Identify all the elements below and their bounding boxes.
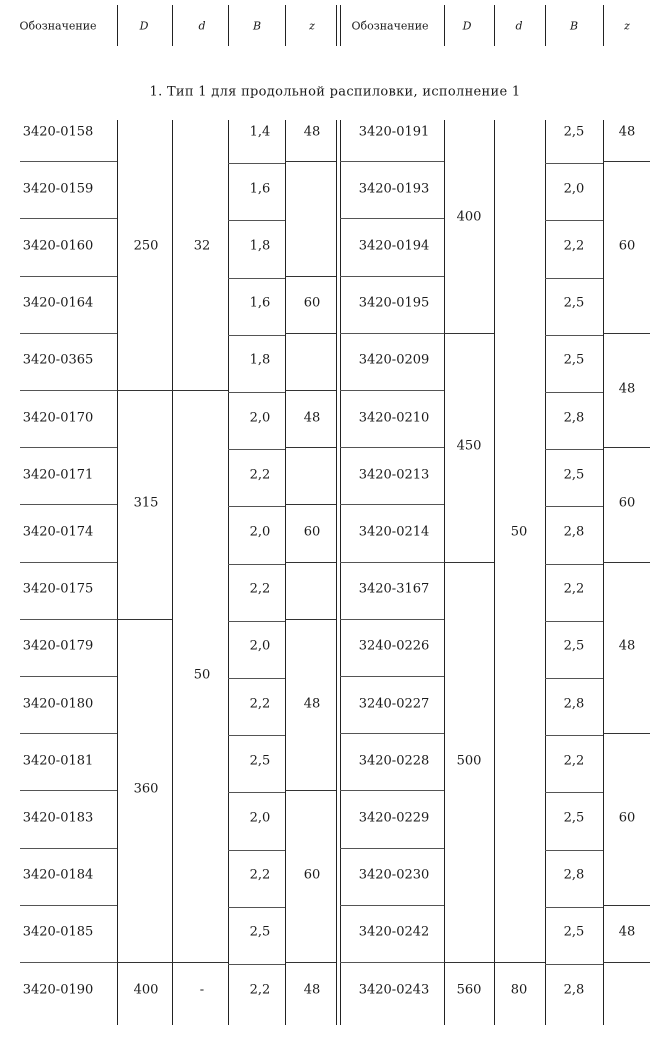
designation-cell: 3420-0194 (358, 238, 430, 254)
designation-cell: 3420-0181 (22, 753, 94, 769)
b-row-rule (228, 850, 285, 851)
z-group-rule (603, 733, 650, 734)
designation-row-rule (340, 447, 444, 448)
header-D-left: D (139, 19, 149, 33)
b-value: 2,5 (563, 467, 585, 483)
z-group-rule (603, 905, 650, 906)
z-group-rule (603, 562, 650, 563)
header-rule (494, 5, 495, 46)
D-group-value: 560 (456, 982, 482, 998)
designation-cell: 3420-0243 (358, 982, 430, 998)
z-group-rule (603, 333, 650, 334)
designation-row-rule (340, 333, 444, 334)
designation-cell: 3420-0171 (22, 467, 94, 483)
b-value: 2,5 (563, 810, 585, 826)
designation-cell: 3420-0159 (22, 181, 94, 197)
b-row-rule (545, 392, 603, 393)
designation-cell: 3420-0179 (22, 638, 94, 654)
z-group-rule (285, 619, 336, 620)
b-value: 2,2 (563, 753, 585, 769)
z-group-value: 60 (618, 495, 636, 511)
b-row-rule (545, 449, 603, 450)
D-group-value: 400 (133, 982, 159, 998)
designation-cell: 3420-0164 (22, 295, 94, 311)
b-row-rule (228, 163, 285, 164)
D-group-rule (117, 962, 172, 963)
b-value: 2,8 (563, 867, 585, 883)
designation-row-rule (340, 218, 444, 219)
b-row-rule (228, 678, 285, 679)
b-value: 2,8 (563, 982, 585, 998)
column-rule (228, 120, 229, 1025)
column-rule (117, 120, 118, 1025)
column-rule (603, 120, 604, 1025)
b-row-rule (228, 564, 285, 565)
d-group-value: 32 (193, 238, 211, 254)
designation-cell: 3420-0213 (358, 467, 430, 483)
b-value: 2,8 (563, 410, 585, 426)
designation-row-rule (20, 333, 117, 334)
z-group-rule (285, 962, 336, 963)
b-value: 2,5 (249, 753, 271, 769)
b-value: 1,8 (249, 238, 271, 254)
header-rule (228, 5, 229, 46)
header-B-right: B (569, 19, 579, 33)
designation-row-rule (20, 276, 117, 277)
b-value: 2,2 (249, 467, 271, 483)
column-rule (285, 120, 286, 1025)
z-group-value: 48 (303, 982, 321, 998)
D-group-rule (117, 390, 172, 391)
z-group-rule (285, 276, 336, 277)
b-row-rule (545, 735, 603, 736)
D-group-value: 500 (456, 753, 482, 769)
z-group-rule (603, 447, 650, 448)
b-value: 2,2 (249, 982, 271, 998)
header-designation-right: Обозначение (351, 19, 429, 33)
header-z-right: z (624, 19, 630, 33)
header-D-right: D (462, 19, 472, 33)
z-group-value: 60 (303, 524, 321, 540)
D-group-rule (444, 333, 494, 334)
header-rule (444, 5, 445, 46)
designation-row-rule (340, 962, 444, 963)
b-row-rule (228, 392, 285, 393)
designation-row-rule (20, 390, 117, 391)
designation-row-rule (20, 447, 117, 448)
b-value: 2,0 (249, 410, 271, 426)
designation-row-rule (340, 562, 444, 563)
designation-row-rule (20, 504, 117, 505)
b-row-rule (545, 278, 603, 279)
designation-cell: 3420-0230 (358, 867, 430, 883)
designation-row-rule (20, 733, 117, 734)
D-group-value: 360 (133, 781, 159, 797)
b-value: 2,5 (563, 352, 585, 368)
b-row-rule (228, 621, 285, 622)
z-group-value: 48 (618, 924, 636, 940)
z-group-rule (285, 447, 336, 448)
designation-cell: 3420-0184 (22, 867, 94, 883)
b-row-rule (545, 564, 603, 565)
d-group-rule (172, 962, 228, 963)
d-group-value: 50 (193, 667, 211, 683)
b-value: 2,2 (563, 238, 585, 254)
header-rule (340, 5, 341, 46)
header-rule (172, 5, 173, 46)
z-group-rule (603, 161, 650, 162)
designation-row-rule (20, 962, 117, 963)
designation-row-rule (20, 562, 117, 563)
designation-cell: 3240-0226 (358, 638, 430, 654)
column-rule (545, 120, 546, 1025)
designation-cell: 3420-0185 (22, 924, 94, 940)
D-group-value: 400 (456, 209, 482, 225)
D-group-rule (444, 962, 494, 963)
designation-cell: 3420-0214 (358, 524, 430, 540)
designation-cell: 3420-0160 (22, 238, 94, 254)
column-rule (340, 120, 341, 1025)
designation-cell: 3420-0229 (358, 810, 430, 826)
designation-row-rule (20, 848, 117, 849)
designation-row-rule (340, 790, 444, 791)
b-value: 1,4 (249, 124, 271, 140)
z-group-value: 48 (618, 638, 636, 654)
b-row-rule (545, 678, 603, 679)
designation-cell: 3420-0195 (358, 295, 430, 311)
b-row-rule (545, 850, 603, 851)
designation-row-rule (340, 161, 444, 162)
b-value: 2,2 (249, 581, 271, 597)
designation-row-rule (340, 390, 444, 391)
b-value: 2,8 (563, 696, 585, 712)
column-rule (336, 120, 337, 1025)
b-value: 2,0 (249, 638, 271, 654)
b-row-rule (545, 163, 603, 164)
designation-cell: 3240-0227 (358, 696, 430, 712)
b-value: 2,5 (563, 124, 585, 140)
b-value: 2,5 (563, 295, 585, 311)
D-group-value: 450 (456, 438, 482, 454)
designation-row-rule (20, 218, 117, 219)
D-group-rule (444, 562, 494, 563)
header-designation-left: Обозначение (19, 19, 97, 33)
b-value: 2,8 (563, 524, 585, 540)
designation-row-rule (340, 676, 444, 677)
header-B-left: B (252, 19, 262, 33)
b-value: 1,6 (249, 295, 271, 311)
header-d-right: d (515, 19, 523, 33)
z-group-rule (285, 562, 336, 563)
b-value: 2,5 (563, 638, 585, 654)
b-row-rule (545, 621, 603, 622)
header-rule (603, 5, 604, 46)
designation-row-rule (20, 676, 117, 677)
header-rule (545, 5, 546, 46)
d-group-value: 80 (510, 982, 528, 998)
d-group-rule (172, 390, 228, 391)
z-group-value: 60 (618, 810, 636, 826)
D-group-value: 315 (133, 495, 159, 511)
d-group-value: - (199, 982, 205, 998)
designation-cell: 3420-0183 (22, 810, 94, 826)
column-rule (172, 120, 173, 1025)
z-group-rule (285, 161, 336, 162)
z-group-value: 48 (303, 410, 321, 426)
designation-row-rule (340, 905, 444, 906)
header-d-left: d (198, 19, 206, 33)
z-group-rule (285, 790, 336, 791)
z-group-value: 48 (618, 381, 636, 397)
b-row-rule (545, 506, 603, 507)
header-rule (336, 5, 337, 46)
b-row-rule (228, 335, 285, 336)
z-group-value: 48 (303, 696, 321, 712)
b-row-rule (228, 735, 285, 736)
designation-row-rule (340, 733, 444, 734)
designation-cell: 3420-0174 (22, 524, 94, 540)
z-group-value: 60 (303, 867, 321, 883)
designation-cell: 3420-0210 (358, 410, 430, 426)
designation-row-rule (340, 276, 444, 277)
b-value: 2,0 (249, 810, 271, 826)
b-value: 2,0 (563, 181, 585, 197)
designation-cell: 3420-0193 (358, 181, 430, 197)
header-rule (285, 5, 286, 46)
z-group-value: 48 (618, 124, 636, 140)
b-value: 1,8 (249, 352, 271, 368)
designation-cell: 3420-0242 (358, 924, 430, 940)
b-row-rule (228, 506, 285, 507)
z-group-rule (285, 390, 336, 391)
designation-cell: 3420-0209 (358, 352, 430, 368)
b-value: 2,5 (563, 924, 585, 940)
designation-cell: 3420-0170 (22, 410, 94, 426)
b-row-rule (228, 907, 285, 908)
D-group-value: 250 (133, 238, 159, 254)
b-value: 2,2 (563, 581, 585, 597)
b-value: 1,6 (249, 181, 271, 197)
b-row-rule (228, 449, 285, 450)
designation-cell: 3420-0191 (358, 124, 430, 140)
designation-cell: 3420-3167 (358, 581, 430, 597)
designation-row-rule (20, 619, 117, 620)
b-row-rule (545, 335, 603, 336)
designation-cell: 3420-0228 (358, 753, 430, 769)
b-row-rule (228, 964, 285, 965)
z-group-rule (285, 504, 336, 505)
b-value: 2,5 (249, 924, 271, 940)
designation-cell: 3420-0365 (22, 352, 94, 368)
section-title: 1. Тип 1 для продольной распиловки, исполнение 1 (149, 84, 521, 100)
b-row-rule (228, 792, 285, 793)
designation-row-rule (340, 504, 444, 505)
designation-cell: 3420-0158 (22, 124, 94, 140)
d-group-value: 50 (510, 524, 528, 540)
designation-cell: 3420-0180 (22, 696, 94, 712)
z-group-value: 48 (303, 124, 321, 140)
designation-row-rule (20, 161, 117, 162)
z-group-rule (285, 333, 336, 334)
b-row-rule (228, 220, 285, 221)
b-row-rule (545, 220, 603, 221)
b-row-rule (545, 792, 603, 793)
column-rule (494, 120, 495, 1025)
designation-row-rule (340, 619, 444, 620)
b-row-rule (545, 907, 603, 908)
header-z-left: z (309, 19, 315, 33)
z-group-rule (603, 962, 650, 963)
b-value: 2,2 (249, 696, 271, 712)
z-group-value: 60 (303, 295, 321, 311)
b-value: 2,2 (249, 867, 271, 883)
designation-cell: 3420-0175 (22, 581, 94, 597)
z-group-value: 60 (618, 238, 636, 254)
b-row-rule (228, 278, 285, 279)
header-rule (117, 5, 118, 46)
b-value: 2,0 (249, 524, 271, 540)
designation-row-rule (20, 790, 117, 791)
designation-row-rule (20, 905, 117, 906)
designation-row-rule (340, 848, 444, 849)
d-group-rule (494, 962, 545, 963)
D-group-rule (117, 619, 172, 620)
column-rule (444, 120, 445, 1025)
designation-cell: 3420-0190 (22, 982, 94, 998)
b-row-rule (545, 964, 603, 965)
